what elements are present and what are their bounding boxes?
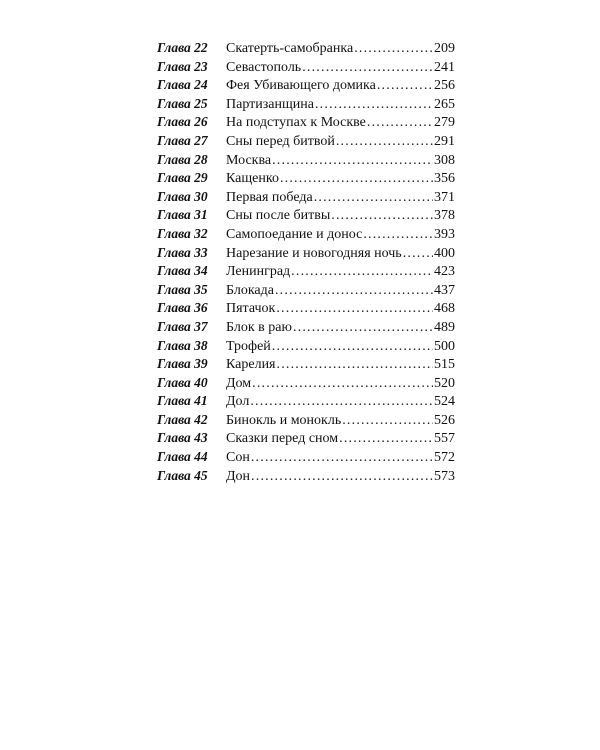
chapter-title: Нарезание и новогодняя ночь [226, 245, 402, 261]
chapter-label: Глава 42 [157, 411, 208, 427]
chapter-title: Скатерть-самобранка [226, 41, 354, 56]
toc-entry [157, 95, 455, 114]
chapter-title: Дол [226, 394, 250, 410]
chapter-label: Глава 41 [157, 393, 208, 409]
toc-entry [157, 281, 455, 300]
toc-entry [157, 299, 455, 318]
chapter-label: Глава 25 [157, 95, 208, 111]
chapter-title: Блок в раю [226, 319, 292, 335]
toc-entry [157, 188, 455, 207]
chapter-label: Глава 40 [157, 374, 208, 390]
dot-leader [339, 430, 433, 449]
chapter-label: Глава 38 [157, 337, 208, 353]
dot-leader [250, 393, 433, 412]
chapter-label: Глава 45 [157, 467, 208, 483]
chapter-label: Глава 35 [157, 281, 208, 297]
toc-entry [157, 58, 455, 77]
chapter-label: Глава 43 [157, 430, 208, 446]
chapter-title: Трофей [226, 338, 271, 354]
page-number: 437 [434, 282, 455, 298]
toc-entry [157, 39, 455, 58]
chapter-label: Глава 34 [157, 263, 208, 279]
page-number: 573 [434, 468, 455, 484]
page-number: 279 [434, 115, 455, 131]
chapter-title: Самопоедание и донос [226, 226, 363, 242]
toc-entry [157, 448, 455, 467]
chapter-title: Сны перед битвой [226, 133, 335, 149]
page-number: 468 [434, 301, 455, 317]
chapter-label: Глава 44 [157, 449, 208, 465]
chapter-title: Партизанщина [226, 96, 314, 112]
toc-entry [157, 411, 455, 430]
page-number: 515 [434, 357, 455, 373]
toc-entry [157, 392, 455, 411]
chapter-label: Глава 33 [157, 244, 208, 260]
dot-leader [314, 189, 433, 208]
chapter-label: Глава 28 [157, 151, 208, 167]
page-number: 291 [434, 133, 455, 149]
chapter-label: Глава 31 [157, 207, 208, 223]
page-number: 209 [434, 41, 455, 56]
dot-leader [377, 77, 433, 96]
page-number: 526 [434, 412, 455, 428]
page-number: 371 [434, 189, 455, 205]
page-number: 520 [434, 375, 455, 391]
dot-leader [293, 319, 433, 338]
page-number: 308 [434, 152, 455, 168]
chapter-title: Карелия [226, 357, 276, 373]
chapter-title: Севастополь [226, 59, 302, 75]
toc-entry [157, 113, 455, 132]
dot-leader [367, 114, 433, 133]
chapter-title: На подступах к Москве [226, 115, 366, 131]
dot-leader [272, 152, 433, 171]
chapter-title: Кащенко [226, 171, 279, 187]
chapter-label: Глава 36 [157, 300, 208, 316]
dot-leader [291, 263, 433, 282]
dot-leader [336, 133, 433, 152]
chapter-label: Глава 22 [157, 40, 208, 55]
page-number: 500 [434, 338, 455, 354]
dot-leader [277, 356, 434, 375]
chapter-title: Ленинград [226, 264, 291, 280]
chapter-label: Глава 23 [157, 58, 208, 74]
chapter-title: Бинокль и монокль [226, 412, 342, 428]
toc-entry [157, 169, 455, 188]
toc-entry [157, 429, 455, 448]
dot-leader [251, 468, 433, 487]
dot-leader [280, 170, 433, 189]
toc-entry [157, 355, 455, 374]
page-number: 423 [434, 264, 455, 280]
page-number: 572 [434, 450, 455, 466]
toc-entry [157, 374, 455, 393]
toc-entry [157, 225, 455, 244]
page-number: 378 [434, 208, 455, 224]
toc-entry [157, 132, 455, 151]
chapter-title: Москва [226, 152, 272, 168]
chapter-title: Дом [226, 375, 252, 391]
toc-entry [157, 337, 455, 356]
chapter-label: Глава 30 [157, 188, 208, 204]
page-number: 489 [434, 319, 455, 335]
table-of-contents [157, 39, 455, 485]
dot-leader [403, 245, 433, 264]
chapter-title: Дон [226, 468, 251, 484]
page-number: 557 [434, 431, 455, 447]
page-number: 356 [434, 171, 455, 187]
page-number: 524 [434, 394, 455, 410]
chapter-title: Сон [226, 450, 250, 466]
dot-leader [252, 375, 433, 394]
chapter-label: Глава 37 [157, 318, 208, 334]
toc-entry [157, 467, 455, 486]
page-number: 256 [434, 78, 455, 94]
page-number: 400 [434, 245, 455, 261]
chapter-label: Глава 29 [157, 170, 208, 186]
dot-leader [315, 96, 433, 115]
dot-leader [354, 40, 433, 59]
dot-leader [272, 338, 433, 357]
chapter-title: Первая победа [226, 189, 313, 205]
chapter-label: Глава 24 [157, 77, 208, 93]
toc-entry [157, 76, 455, 95]
dot-leader [342, 412, 433, 431]
dot-leader [251, 449, 433, 468]
chapter-label: Глава 27 [157, 132, 208, 148]
toc-entry [157, 151, 455, 170]
dot-leader [331, 207, 433, 226]
toc-entry [157, 206, 455, 225]
page-number: 393 [434, 226, 455, 242]
toc-entry [157, 262, 455, 281]
chapter-title: Фея Убивающего домика [226, 78, 376, 94]
chapter-title: Сны после битвы [226, 208, 331, 224]
toc-entry [157, 244, 455, 263]
chapter-title: Пятачок [226, 301, 276, 317]
dot-leader [363, 226, 433, 245]
page-number: 241 [434, 59, 455, 75]
page-number: 265 [434, 96, 455, 112]
dot-leader [276, 300, 433, 319]
dot-leader [275, 282, 433, 301]
chapter-title: Сказки перед сном [226, 431, 339, 447]
toc-entry [157, 318, 455, 337]
chapter-title: Блокада [226, 282, 274, 298]
dot-leader [302, 59, 433, 78]
chapter-label: Глава 39 [157, 356, 208, 372]
chapter-label: Глава 26 [157, 114, 208, 130]
chapter-label: Глава 32 [157, 225, 208, 241]
